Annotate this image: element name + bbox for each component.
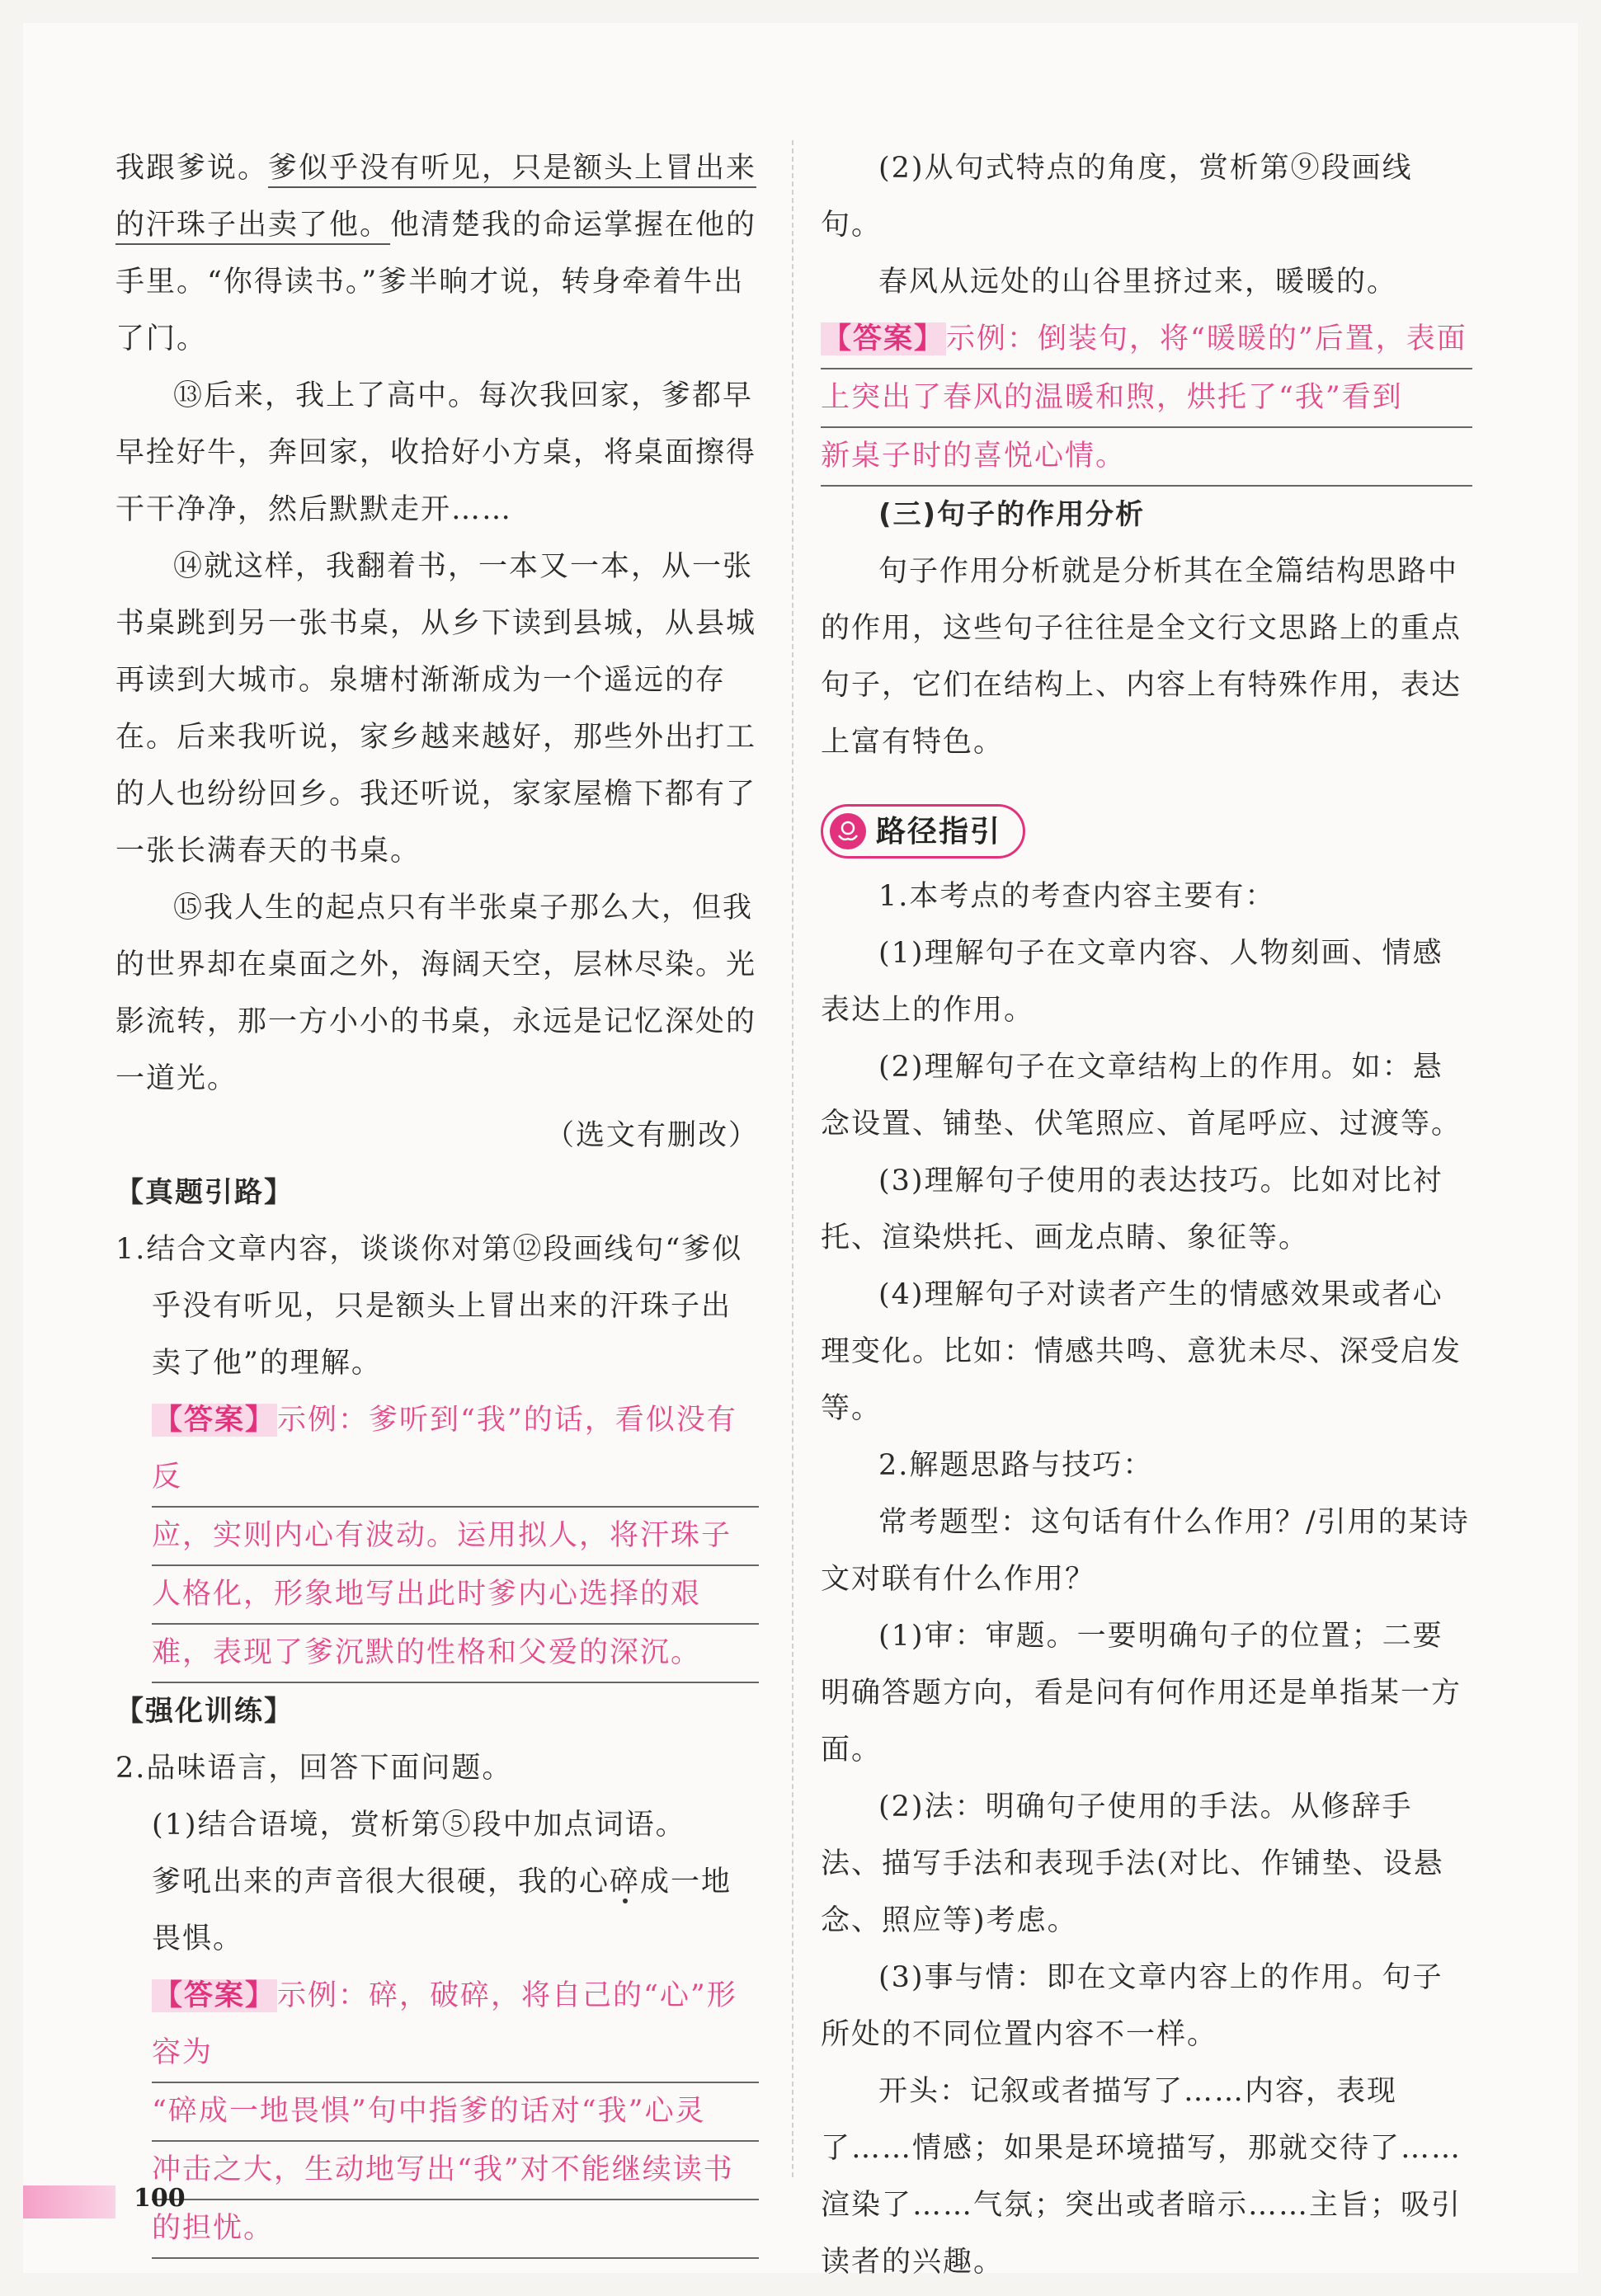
answer-tag: 【答案】 [822,322,945,355]
answer-2-line-3: 冲击之大，生动地写出“我”对不能继续读书 [152,2142,759,2200]
answer-2-line-1: 【答案】示例：碎，破碎，将自己的“心”形容为 [152,1968,759,2083]
guide-1-1: (1)理解句子在文章内容、人物刻画、情感表达上的作用。 [821,937,1443,1027]
answer-2-line-2: “碎成一地畏惧”句中指爹的话对“我”心灵 [152,2083,759,2142]
underlined-sentence: 爹似乎没有听见，只是额头上冒出来的汗珠子出卖了他。 [115,152,756,245]
brain-hands-icon [830,813,866,849]
answer-2 [115,1968,759,2259]
question-2-1: (1)结合语境，赏析第⑤段中加点词语。 [152,1809,686,1842]
question-2-2: (2)从句式特点的角度，赏析第⑨段画线句。 [821,152,1413,242]
answer-3 [821,311,1472,487]
footer-bar [23,2185,115,2218]
question-2: 2.品味语言，回答下面问题。 [115,1752,513,1785]
guide-2-4: 开头：记叙或者描写了……内容，表现了……情感；如果是环境描写，那就交待了……渲染了……气氛；突出或者暗示……主旨；吸引读者的兴趣。 [821,2075,1462,2279]
paragraph-12-end: 我跟爹说。爹似乎没有听见，只是额头上冒出来的汗珠子出卖了他。他清楚我的命运掌握在他的手里。“你得读书。”爹半晌才说，转身牵着牛出了门。 [115,152,757,355]
page-number: 100 [134,2184,186,2213]
right-column [821,140,1472,2291]
dotted-word: 碎 [610,1866,641,1898]
answer-3-line-1: 【答案】示例：倒装句，将“暖暖的”后置，表面 [821,311,1472,369]
zhenti-heading: 【真题引路】 [115,1176,294,1209]
answer-1-line-4: 难，表现了爹沉默的性格和父爱的深沉。 [152,1625,759,1683]
source-note: （选文有删改） [544,1119,759,1152]
section-3-text: 句子作用分析就是分析其在全篇结构思路中的作用，这些句子往往是全文行文思路上的重点句子，它们在结构上、内容上有特殊作用，表达上富有特色。 [821,555,1462,759]
guide-2-question-types: 常考题型：这句话有什么作用？/引用的某诗文对联有什么作用？ [821,1506,1470,1596]
guide-badge [821,804,1025,859]
answer-3-line-2: 上突出了春风的温暖和煦，烘托了“我”看到 [821,369,1472,428]
paragraph-14: ⑭就这样，我翻着书，一本又一本，从一张书桌跳到另一张书桌，从乡下读到县城，从县城再读到大城市。泉塘村渐渐成为一个遥远的存在。后来我听说，家乡越来越好，那些外出打工的人也纷纷回乡。我还听说，家家屋檐下都有了一张长满春天的书桌。 [115,550,757,868]
guide-label: 路径指引 [876,814,1002,849]
column-divider [792,140,793,2177]
paragraph-13: ⑬后来，我上了高中。每次我回家，爹都早早拴好牛，奔回家，收拾好小方桌，将桌面擦得干干净净，然后默默走开…… [115,379,757,526]
answer-2-line-4: 的担忧。 [152,2200,759,2259]
guide-1-4: (4)理解句子对读者产生的情感效果或者心理变化。比如：情感共鸣、意犹未尽、深受启发等。 [821,1278,1462,1425]
answer-1 [115,1392,759,1683]
guide-2-1: (1)审：审题。一要明确句子的位置；二要明确答题方向，看是问有何作用还是单指某一方面。 [821,1620,1462,1767]
guide-1: 1.本考点的考查内容主要有： [878,880,1276,913]
section-3-heading: (三)句子的作用分析 [878,498,1146,531]
paragraph-15: ⑮我人生的起点只有半张桌子那么大，但我的世界却在桌面之外，海阔天空，层林尽染。光影流转，那一方小小的书桌，永远是记忆深处的一道光。 [115,892,757,1095]
guide-2-3: (3)事与情：即在文章内容上的作用。句子所处的不同位置内容不一样。 [821,1961,1443,2051]
question-2-2-sentence: 春风从远处的山谷里挤过来，暖暖的。 [878,266,1398,299]
answer-1-line-2: 应，实则内心有波动。运用拟人，将汗珠子 [152,1508,759,1566]
answer-1-line-1: 【答案】示例：爹听到“我”的话，看似没有反 [152,1392,759,1508]
answer-3-line-3: 新桌子时的喜悦心情。 [821,428,1472,487]
answer-tag: 【答案】 [153,1979,276,2012]
guide-2-2: (2)法：明确句子使用的手法。从修辞手法、描写手法和表现手法(对比、作铺垫、设悬念、照应等)考虑。 [821,1790,1444,1937]
guide-1-3: (3)理解句子使用的表达技巧。比如对比衬托、渲染烘托、画龙点睛、象征等。 [821,1164,1443,1254]
guide-2: 2.解题思路与技巧： [878,1449,1154,1482]
question-1: 1.结合文章内容，谈谈你对第⑫段画线句“爹似乎没有听见，只是额头上冒出来的汗珠子出卖了他”的理解。 [115,1233,743,1380]
left-column [115,140,759,2259]
question-2-1-sentence: 爹吼出来的声音很大很硬，我的心碎成一地畏惧。 [152,1866,732,1955]
qianghua-heading: 【强化训练】 [115,1695,294,1728]
answer-tag: 【答案】 [153,1404,276,1437]
answer-1-line-3: 人格化，形象地写出此时爹内心选择的艰 [152,1566,759,1625]
guide-1-2: (2)理解句子在文章结构上的作用。如：悬念设置、铺垫、伏笔照应、首尾呼应、过渡等。 [821,1051,1462,1141]
